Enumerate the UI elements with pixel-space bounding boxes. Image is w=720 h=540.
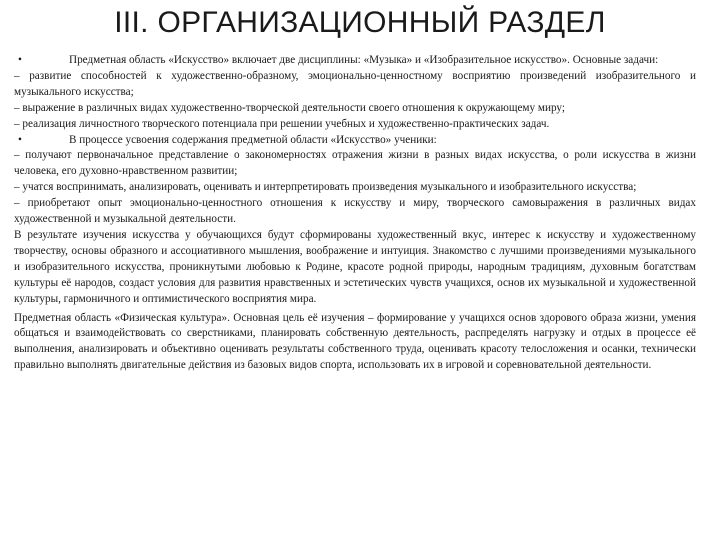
slide-title: III. ОРГАНИЗАЦИОННЫЙ РАЗДЕЛ [114,6,606,39]
bullet-marker: • [18,133,22,146]
paragraph-text: В процессе усвоения содержания предметной области «Искусство» ученики: [69,133,437,146]
results-paragraph: В результате изучения искусства у обучающихся будут сформированы художественный вкус, интерес к искусству и художественному творчеству, основы образного и ассоциативного мышления, воображение и интуиция. Знакомство с лучшими произведениями музыкального и изобразительного искусства, проникнутыми любовью к Родине, красоте родной природы, народным традициям, духовным богатствам культуры её народов, создаст условия для развития нравственных и эстетических чувств учащихся, основ их музыкальной и художественной культуры, гармоничного и оптимистического восприятия мира. [14,228,696,305]
physical-culture-paragraph: Предметная область «Физическая культура». Основная цель её изучения – формирование у учащихся основ здорового образа жизни, умения общаться и взаимодействовать со сверстниками, планировать собственную деятельность, распределять нагрузку и отдых в процессе её выполнения, анализировать и объективно оценивать результаты собственного труда, оценивать красоту телосложения и осанки, технически правильно выполнять двигательные действия из базовых видов спорта, использовать их в игровой и соревновательной деятельности. [14,311,696,372]
task-item-1: – развитие способностей к художественно-образному, эмоционально-ценностному восприятию произведений изобразительного и музыкального искусства; [14,69,696,98]
task-item-2: – выражение в различных видах художественно-творческой деятельности своего отношения к окружающему миру; [14,101,565,114]
outcome-item-3: – приобретают опыт эмоционально-ценностного отношения к искусству и миру, творческого самовыражения в различных видах художественной и музыкальной деятельности. [14,197,696,226]
outcome-item-1: – получают первоначальное представление о закономерностях отражения жизни в разных видах искусства, о роли искусства в жизни человека, его духовно-нравственном развитии; [14,149,696,178]
outcome-item-2: – учатся воспринимать, анализировать, оценивать и интерпретировать произведения музыкального и изобразительного искусства; [14,181,637,194]
task-item-3: – реализация личностного творческого потенциала при решении учебных и художественно-практических задач. [14,117,550,130]
bullet-paragraph-2 [14,133,696,149]
bullet-paragraph-1 [14,53,696,69]
bullet-marker: • [18,54,22,66]
paragraph-text: Предметная область «Искусство» включает две дисциплины: «Музыка» и «Изобразительное искусство». Основные задачи: [69,54,659,66]
slide-body [14,53,696,374]
